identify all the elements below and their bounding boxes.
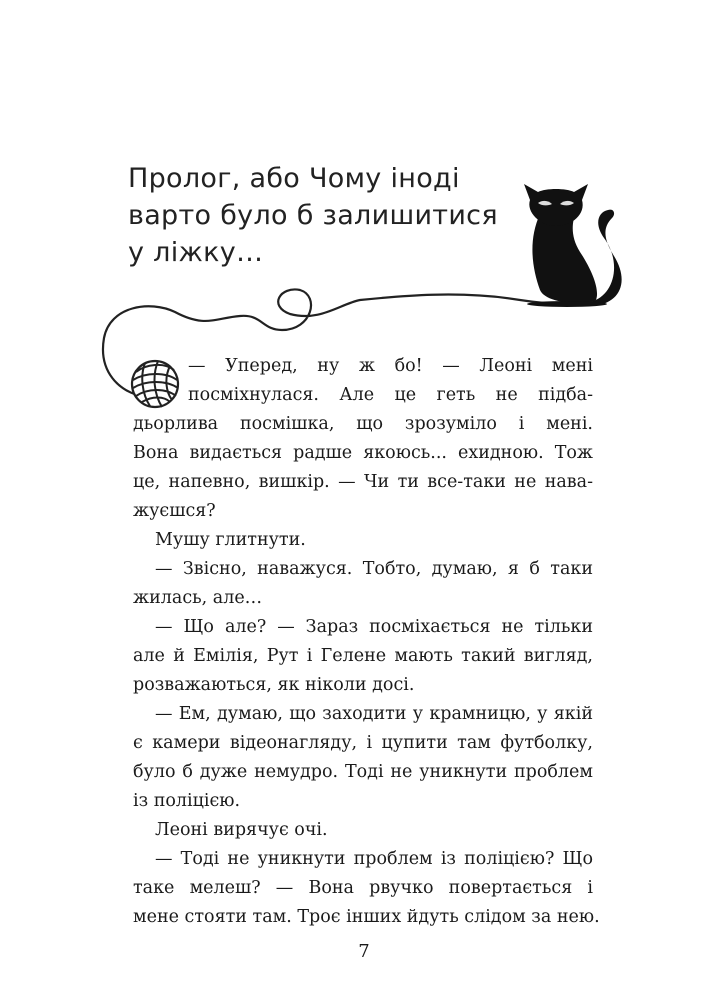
black-cat-icon [524,184,622,307]
text-line: із поліцією. [133,791,241,811]
chapter-title-line: у ліжку… [128,237,264,268]
chapter-title-line: Пролог, або Чому іноді [128,163,460,194]
text-line: але й Емілія, Рут і Гелене мають такий вигляд, [133,646,593,666]
text-line: жуєшся? [133,501,216,521]
text-line: є камери відеонагляду, і цупити там футболку, [133,733,593,753]
text-line: Мушу глитнути. [155,530,306,550]
chapter-title-line: варто було б залишитися [128,200,498,231]
text-line: дьорлива посмішка, що зрозуміло і мені. [133,414,593,434]
text-line: — Тоді не уникнути проблем із поліцією? Що [155,849,593,869]
text-line: було б дуже немудро. Тоді не уникнути проблем [133,762,593,782]
text-line: жилась, але… [133,588,263,608]
page-number: 7 [358,941,370,962]
text-line: посміхнулася. Але це геть не підба- [188,385,593,405]
text-line: — Що але? — Зараз посміхається не тільки [155,617,593,637]
text-line: таке мелеш? — Вона рвучко повертається і [133,878,593,898]
text-line: мене стояти там. Троє інших йдуть слідом за нею. [133,907,600,927]
body-text [133,352,600,932]
text-line: Вона видається радше якоюсь... ехидною. Тож [133,443,593,463]
text-line: — Ем, думаю, що заходити у крамницю, у якій [155,704,593,724]
text-line: розважаються, як ніколи досі. [133,675,415,695]
text-line: — Уперед, ну ж бо! — Леоні мені [188,356,593,376]
text-line: це, напевно, вишкір. — Чи ти все-таки не нава- [133,472,593,492]
text-line: — Звісно, наважуся. Тобто, думаю, я б таки [155,559,593,579]
text-line: Леоні вирячує очі. [155,820,328,840]
